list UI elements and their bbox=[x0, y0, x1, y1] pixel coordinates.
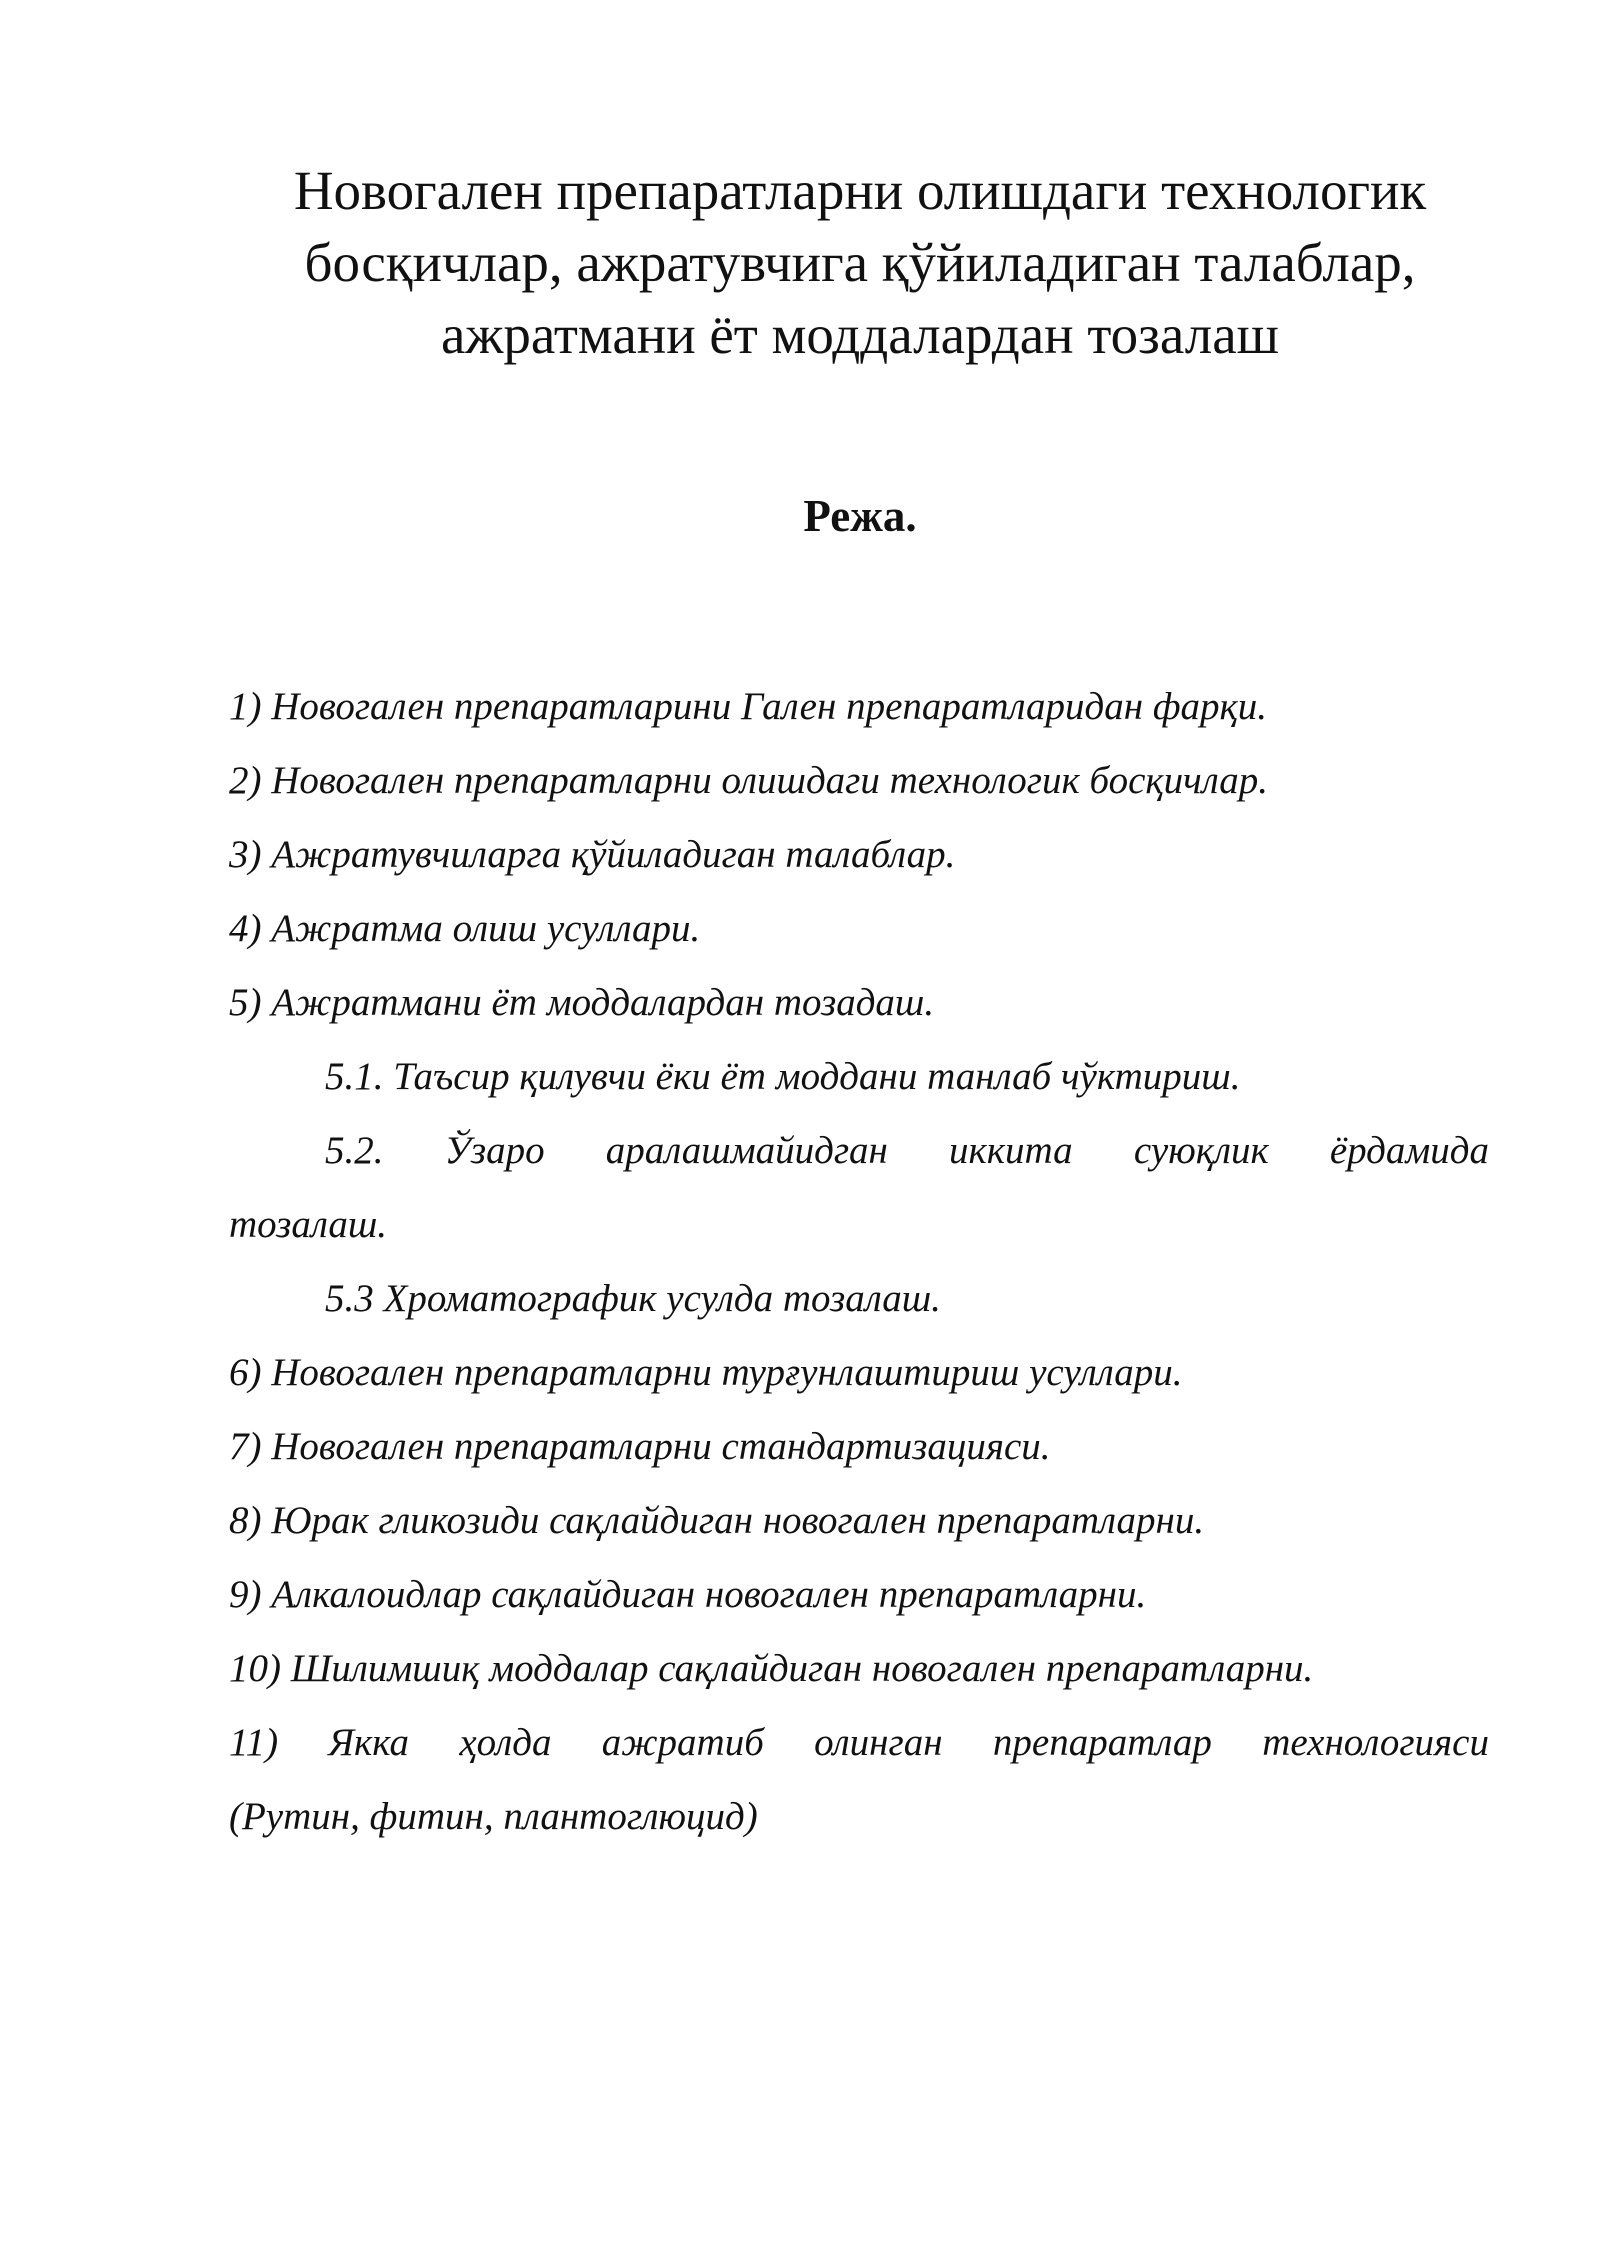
plan-item-3: 3) Ажратувчиларга қўйиладиган талаблар. bbox=[229, 833, 956, 876]
plan-subitem-5-2-word: суюқлик bbox=[1133, 1129, 1269, 1172]
plan-subitem-5-2-word: иккита bbox=[949, 1129, 1073, 1172]
plan-subitem-5-2-word: аралашмайидган bbox=[605, 1129, 888, 1172]
plan-item-11-word: технологияси bbox=[1262, 1721, 1489, 1764]
plan-subitem-5-1: 5.1. Таъсир қилувчи ёки ёт моддани танлаб чўктириш. bbox=[325, 1055, 1241, 1098]
plan-item-11-word: Якка bbox=[328, 1721, 410, 1764]
plan-item-2: 2) Новогален препаратларни олишдаги технологик босқичлар. bbox=[229, 759, 1268, 802]
title-line-3: ажратмани ёт моддалардан тозалаш bbox=[440, 304, 1280, 365]
plan-list bbox=[229, 670, 1489, 1854]
plan-subitem-5-2-continuation: тозалаш. bbox=[229, 1203, 388, 1246]
plan-item-8: 8) Юрак гликозиди сақлайдиган новогален препаратларни. bbox=[229, 1499, 1205, 1542]
plan-item-10: 10) Шилимшиқ моддалар сақлайдиган новогален препаратларни. bbox=[229, 1647, 1314, 1690]
plan-subitem-5-3: 5.3 Хроматографик усулда тозалаш. bbox=[325, 1277, 941, 1320]
title-line-1: Новогален препаратларни олишдаги технологик bbox=[293, 160, 1427, 221]
plan-subitem-5-2 bbox=[229, 1114, 1489, 1188]
plan-item-1: 1) Новогален препаратларини Гален препаратларидан фарқи. bbox=[229, 685, 1268, 728]
document-title bbox=[200, 155, 1520, 371]
plan-item-11-continuation: (Рутин, фитин, плантоглюцид) bbox=[229, 1795, 758, 1838]
plan-subitem-5-2-word: 5.2. bbox=[325, 1129, 384, 1172]
plan-item-11-word: 11) bbox=[229, 1721, 279, 1764]
plan-subitem-5-2-word: ёрдамида bbox=[1329, 1129, 1489, 1172]
plan-item-5: 5) Ажратмани ёт моддалардан тозадаш. bbox=[229, 981, 935, 1024]
plan-item-11-word: ҳолда bbox=[459, 1721, 552, 1764]
title-line-2: босқичлар, ажратувчига қўйиладиган талаблар, bbox=[304, 232, 1416, 293]
plan-item-9: 9) Алкалоидлар сақлайдиган новогален препаратларни. bbox=[229, 1573, 1147, 1616]
plan-subitem-5-2-word: Ўзаро bbox=[444, 1129, 545, 1172]
plan-item-11-word: препаратлар bbox=[992, 1721, 1212, 1764]
plan-item-4: 4) Ажратма олиш усуллари. bbox=[229, 907, 701, 950]
plan-item-7: 7) Новогален препаратларни стандартизацияси. bbox=[229, 1425, 1051, 1468]
plan-item-6: 6) Новогален препаратларни турғунлаштириш усуллари. bbox=[229, 1351, 1183, 1394]
plan-item-11 bbox=[229, 1706, 1489, 1780]
plan-item-11-word: олинган bbox=[814, 1721, 943, 1764]
plan-item-11-word: ажратиб bbox=[601, 1721, 764, 1764]
plan-heading: Режа. bbox=[803, 491, 917, 541]
